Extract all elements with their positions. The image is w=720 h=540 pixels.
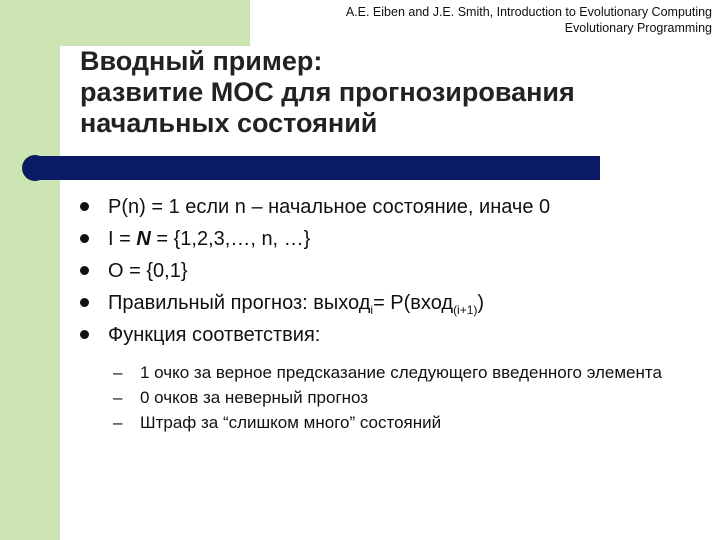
bullet-dot-icon	[80, 266, 89, 275]
sub-bullet-text: 0 очков за неверный прогноз	[140, 388, 369, 407]
bullet-item	[80, 257, 700, 289]
bullet-dot-icon	[80, 234, 89, 243]
bullet-list	[80, 193, 700, 353]
title-divider-dot	[22, 155, 48, 181]
sub-bullet-text: Штраф за “слишком много” состояний	[140, 413, 442, 432]
bullet-text: P(n) = 1 если n – начальное состояние, иначе 0	[108, 196, 551, 218]
bullet-dot-icon	[80, 330, 89, 339]
bullet-item	[80, 225, 700, 257]
bullet-text-part: )	[477, 292, 485, 314]
bullet-item	[80, 289, 700, 321]
bullet-dot-icon	[80, 202, 89, 211]
slide-title	[80, 46, 700, 139]
title-line-3: начальных состояний	[80, 108, 378, 138]
subscript: (i+1)	[453, 303, 478, 317]
dash-icon: –	[113, 363, 123, 382]
slide-header	[272, 4, 712, 36]
title-line-2: развитие МОС для прогнозирования	[80, 77, 575, 107]
sub-bullet-item	[113, 387, 683, 409]
bullet-text: Функция соответствия:	[108, 324, 321, 346]
bullet-item	[80, 193, 700, 225]
bullet-text-suffix: = {1,2,3,…, n, …}	[150, 228, 311, 250]
sub-bullet-item	[113, 362, 683, 384]
side-decoration-bar	[0, 0, 60, 540]
header-line-1: A.E. Eiben and J.E. Smith, Introduction to Evolutionary Computing	[345, 5, 712, 19]
dash-icon: –	[113, 388, 123, 407]
bullet-text-part: = P(вход	[373, 292, 454, 314]
header-line-2: Evolutionary Programming	[564, 21, 712, 35]
title-divider	[34, 156, 600, 180]
subscript: i	[370, 303, 374, 317]
bullet-text-prefix: I =	[108, 228, 137, 250]
top-decoration-block	[0, 0, 250, 46]
bullet-item	[80, 321, 700, 353]
dash-icon: –	[113, 413, 123, 432]
sub-bullet-list	[113, 362, 683, 437]
bullet-bold-symbol: N	[136, 228, 151, 250]
sub-bullet-item	[113, 412, 683, 434]
bullet-text: O = {0,1}	[108, 260, 188, 282]
bullet-text-part: Правильный прогноз: выход	[108, 292, 371, 314]
title-line-1: Вводный пример:	[80, 46, 323, 76]
bullet-dot-icon	[80, 298, 89, 307]
sub-bullet-text: 1 очко за верное предсказание следующего введенного элемента	[140, 363, 662, 382]
